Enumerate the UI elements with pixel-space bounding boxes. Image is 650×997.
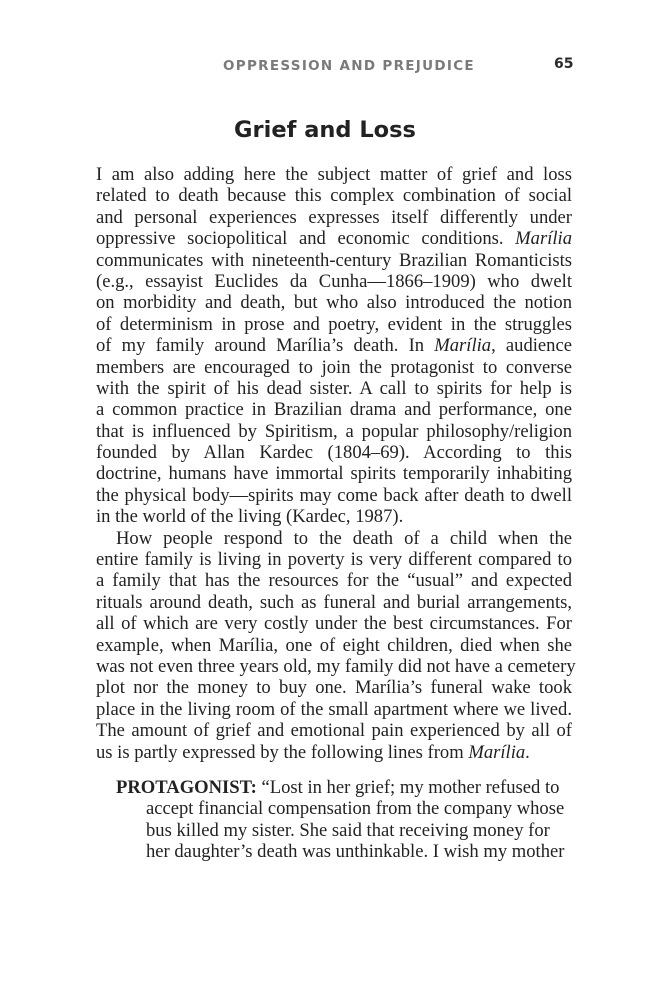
dialogue-line: accept financial compensation from the company whose xyxy=(146,798,565,820)
running-head: OPPRESSION AND PREJUDICE xyxy=(223,58,475,74)
text-line: (e.g., essayist Euclides da Cunha—1866–1909) who dwelt xyxy=(96,270,572,292)
line-text: , audience xyxy=(491,335,572,357)
text-line: example, when Marília, one of eight children, died when she xyxy=(96,634,572,656)
text-line: with the spirit of his dead sister. A call to spirits for help is xyxy=(96,377,572,399)
speaker-label: PROTAGONIST: xyxy=(116,776,257,798)
text-line: plot nor the money to buy one. Marília’s funeral wake took xyxy=(96,677,572,699)
text-line xyxy=(96,335,572,356)
dialogue-line: her daughter’s death was unthinkable. I wish my mother xyxy=(146,841,565,863)
text-line xyxy=(96,742,572,763)
page-number: 65 xyxy=(554,56,574,72)
line-text: “Lost in her grief; my mother refused to xyxy=(256,776,560,798)
line-text: . xyxy=(525,741,530,763)
text-line: in the world of the living (Kardec, 1987). xyxy=(96,506,404,528)
text-line: a family that has the resources for the “usual” and expected xyxy=(96,570,572,592)
text-line: entire family is living in poverty is very different compared to xyxy=(96,549,572,571)
text-line xyxy=(96,228,572,249)
italic-title: Marília xyxy=(515,228,572,250)
text-line: The amount of grief and emotional pain experienced by all of xyxy=(96,720,572,742)
text-line: I am also adding here the subject matter of grief and loss xyxy=(96,164,572,185)
line-text: of my family around Marília’s death. In xyxy=(96,335,425,357)
body-text xyxy=(96,164,576,863)
text-line: founded by Allan Kardec (1804–69). According to this xyxy=(96,442,572,464)
text-line: doctrine, humans have immortal spirits temporarily inhabiting xyxy=(96,463,572,485)
text-line: rituals around death, such as funeral and burial arrangements, xyxy=(96,591,572,613)
text-line: and personal experiences expresses itself differently under xyxy=(96,206,572,228)
text-line: on morbidity and death, but who also introduced the notion xyxy=(96,292,572,314)
dialogue-block xyxy=(116,777,572,863)
text-line: related to death because this complex combination of social xyxy=(96,185,572,207)
dialogue-line: bus killed my sister. She said that receiving money for xyxy=(146,819,550,841)
paragraph-1 xyxy=(96,164,572,528)
text-line: was not even three years old, my family did not have a cemetery xyxy=(96,655,576,677)
line-text: oppressive sociopolitical and economic conditions. xyxy=(96,228,504,250)
paragraph-2 xyxy=(96,527,576,763)
text-line: the physical body—spirits may come back after death to dwell xyxy=(96,484,572,506)
text-line: How people respond to the death of a child when the xyxy=(116,527,572,549)
text-line: members are encouraged to join the protagonist to converse xyxy=(96,356,572,378)
text-line: place in the living room of the small apartment where we lived. xyxy=(96,698,572,720)
italic-title: Marília xyxy=(468,741,526,763)
section-title: Grief and Loss xyxy=(234,117,416,143)
text-line: all of which are very costly under the best circumstances. For xyxy=(96,613,572,635)
text-line: communicates with nineteenth-century Brazilian Romanticists xyxy=(96,249,572,271)
text-line: of determinism in prose and poetry, evident in the struggles xyxy=(96,313,572,335)
line-text: us is partly expressed by the following lines from xyxy=(96,741,464,763)
text-line: that is influenced by Spiritism, a popular philosophy/religion xyxy=(96,420,572,442)
italic-title: Marília xyxy=(434,335,492,357)
text-line: a common practice in Brazilian drama and performance, one xyxy=(96,399,572,421)
dialogue-line xyxy=(116,777,572,798)
